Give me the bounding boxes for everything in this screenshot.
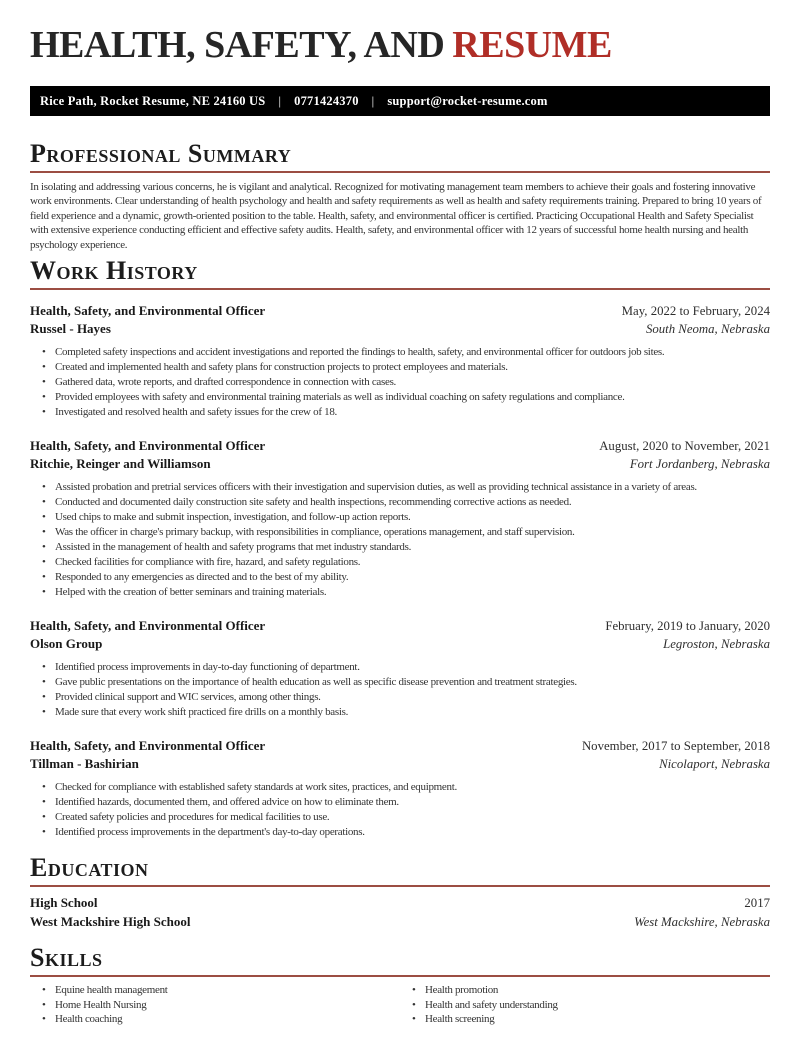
job-dates: August, 2020 to November, 2021 <box>599 439 770 454</box>
job-bullet-item: • Assisted probation and pretrial services officers with their investigation and supervision duties, as well as providing technical assistance in a variety of areas. <box>55 480 770 495</box>
resume-title-accent: RESUME <box>452 24 612 66</box>
job-bullets <box>30 480 770 600</box>
skill-item: • Equine health management <box>55 983 400 998</box>
job-entry <box>30 302 770 420</box>
job-bullet-item: • Was the officer in charge's primary backup, with responsibilities in compliance, operations management, and staff supervision. <box>55 525 770 540</box>
job-dates: February, 2019 to January, 2020 <box>605 619 770 634</box>
job-bullet-item: • Checked facilities for compliance with fire, hazard, and safety regulations. <box>55 555 770 570</box>
skill-item: • Health promotion <box>425 983 770 998</box>
skills-list <box>30 983 770 1027</box>
job-entry <box>30 617 770 720</box>
skills-column <box>30 983 400 1027</box>
job-bullet-item: • Created and implemented health and safety plans for construction projects to protect employees and materials. <box>55 360 770 375</box>
section-work-history <box>30 257 770 840</box>
job-bullet-item: • Responded to any emergencies as directed and to the best of my ability. <box>55 570 770 585</box>
job-title: Health, Safety, and Environmental Officer <box>30 618 266 634</box>
resume-page <box>0 22 800 1027</box>
job-entry <box>30 437 770 600</box>
contact-separator-icon: | <box>371 93 375 108</box>
job-bullet-item: • Used chips to make and submit inspection, investigation, and follow-up action reports. <box>55 510 770 525</box>
heading-professional-summary: Professional Summary <box>30 140 770 173</box>
job-bullet-item: • Identified hazards, documented them, and offered advice on how to eliminate them. <box>55 795 770 810</box>
resume-title <box>30 22 770 68</box>
job-dates: November, 2017 to September, 2018 <box>581 739 770 754</box>
education-year: 2017 <box>744 896 770 911</box>
job-bullet-item: • Checked for compliance with established safety standards at work sites, practices, and equipment. <box>55 780 770 795</box>
job-bullet-item: • Helped with the creation of better seminars and training materials. <box>55 585 770 600</box>
job-bullets <box>30 660 770 720</box>
job-bullet-item: • Conducted and documented daily construction site safety and health inspections, recommending corrective actions as needed. <box>55 495 770 510</box>
heading-work-history: Work History <box>30 257 770 290</box>
contact-email: support@rocket-resume.com <box>387 93 548 108</box>
job-location: Legroston, Nebraska <box>663 637 770 652</box>
job-company: Tillman - Bashirian <box>30 756 139 772</box>
resume-title-main: HEALTH, SAFETY, AND <box>30 24 445 66</box>
job-location: Nicolaport, Nebraska <box>659 757 770 772</box>
job-entry <box>30 737 770 840</box>
contact-separator-icon: | <box>278 93 282 108</box>
education-school: West Mackshire High School <box>30 913 191 929</box>
job-company: Olson Group <box>30 636 103 652</box>
education-location: West Mackshire, Nebraska <box>634 914 770 929</box>
job-list <box>30 302 770 840</box>
contact-bar <box>30 86 770 116</box>
job-bullet-item: • Completed safety inspections and accident investigations and reported the findings to health, safety, and environmental officer for outdoors job sites. <box>55 345 770 360</box>
job-bullet-item: • Gave public presentations on the importance of health education as well as specific disease prevention and treatment strategies. <box>55 675 770 690</box>
section-professional-summary <box>30 140 770 252</box>
contact-address: Rice Path, Rocket Resume, NE 24160 US <box>40 93 266 108</box>
job-bullet-item: • Identified process improvements in the department's day-to-day operations. <box>55 825 770 840</box>
job-title: Health, Safety, and Environmental Officer <box>30 438 266 454</box>
summary-text: In isolating and addressing various concerns, he is vigilant and analytical. Recognized for motivating management team members to achieve their goals and fostering innovative work environments. Clear understanding of health psychology and health and safety requirements as well as health and safety requirements training. Prepared to bring 10 years of field experience and a dynamic, growth-oriented position to the table. Health, safety, and environmental officer is certified. Practicing Occupational Health and Safety Specialist with extensive experience conducting efficient and effective safety audits. Health, safety, and environmental officer with 12 years of successful home health nursing and health psychology experience. <box>30 181 762 251</box>
skill-item: • Home Health Nursing <box>55 998 400 1013</box>
heading-education: Education <box>30 854 770 887</box>
skill-item: • Health and safety understanding <box>425 998 770 1013</box>
skill-item: • Health coaching <box>55 1012 400 1027</box>
section-education <box>30 854 770 931</box>
job-bullet-item: • Provided employees with safety and environmental training materials as well as individual coaching on safety regulations and compliance. <box>55 390 770 405</box>
job-bullet-item: • Assisted in the management of health and safety programs that met industry standards. <box>55 540 770 555</box>
job-bullets <box>30 345 770 420</box>
section-skills <box>30 944 770 1027</box>
job-title: Health, Safety, and Environmental Officer <box>30 738 266 754</box>
job-dates: May, 2022 to February, 2024 <box>621 304 770 319</box>
skills-column <box>400 983 770 1027</box>
job-bullet-item: • Provided clinical support and WIC services, among other things. <box>55 690 770 705</box>
job-bullet-item: • Gathered data, wrote reports, and drafted correspondence in connection with cases. <box>55 375 770 390</box>
job-location: Fort Jordanberg, Nebraska <box>629 457 770 472</box>
heading-skills: Skills <box>30 944 770 977</box>
job-bullet-item: • Investigated and resolved health and safety issues for the crew of 18. <box>55 405 770 420</box>
contact-phone: 0771424370 <box>294 93 359 108</box>
job-bullet-item: • Created safety policies and procedures for medical facilities to use. <box>55 810 770 825</box>
job-bullet-item: • Identified process improvements in day-to-day functioning of department. <box>55 660 770 675</box>
job-title: Health, Safety, and Environmental Officer <box>30 303 266 319</box>
job-company: Russel - Hayes <box>30 321 111 337</box>
skill-item: • Health screening <box>425 1012 770 1027</box>
job-company: Ritchie, Reinger and Williamson <box>30 456 211 472</box>
education-entry <box>30 894 770 931</box>
job-location: South Neoma, Nebraska <box>645 322 770 337</box>
job-bullet-item: • Made sure that every work shift practiced fire drills on a monthly basis. <box>55 705 770 720</box>
job-bullets <box>30 780 770 840</box>
education-degree: High School <box>30 895 98 911</box>
